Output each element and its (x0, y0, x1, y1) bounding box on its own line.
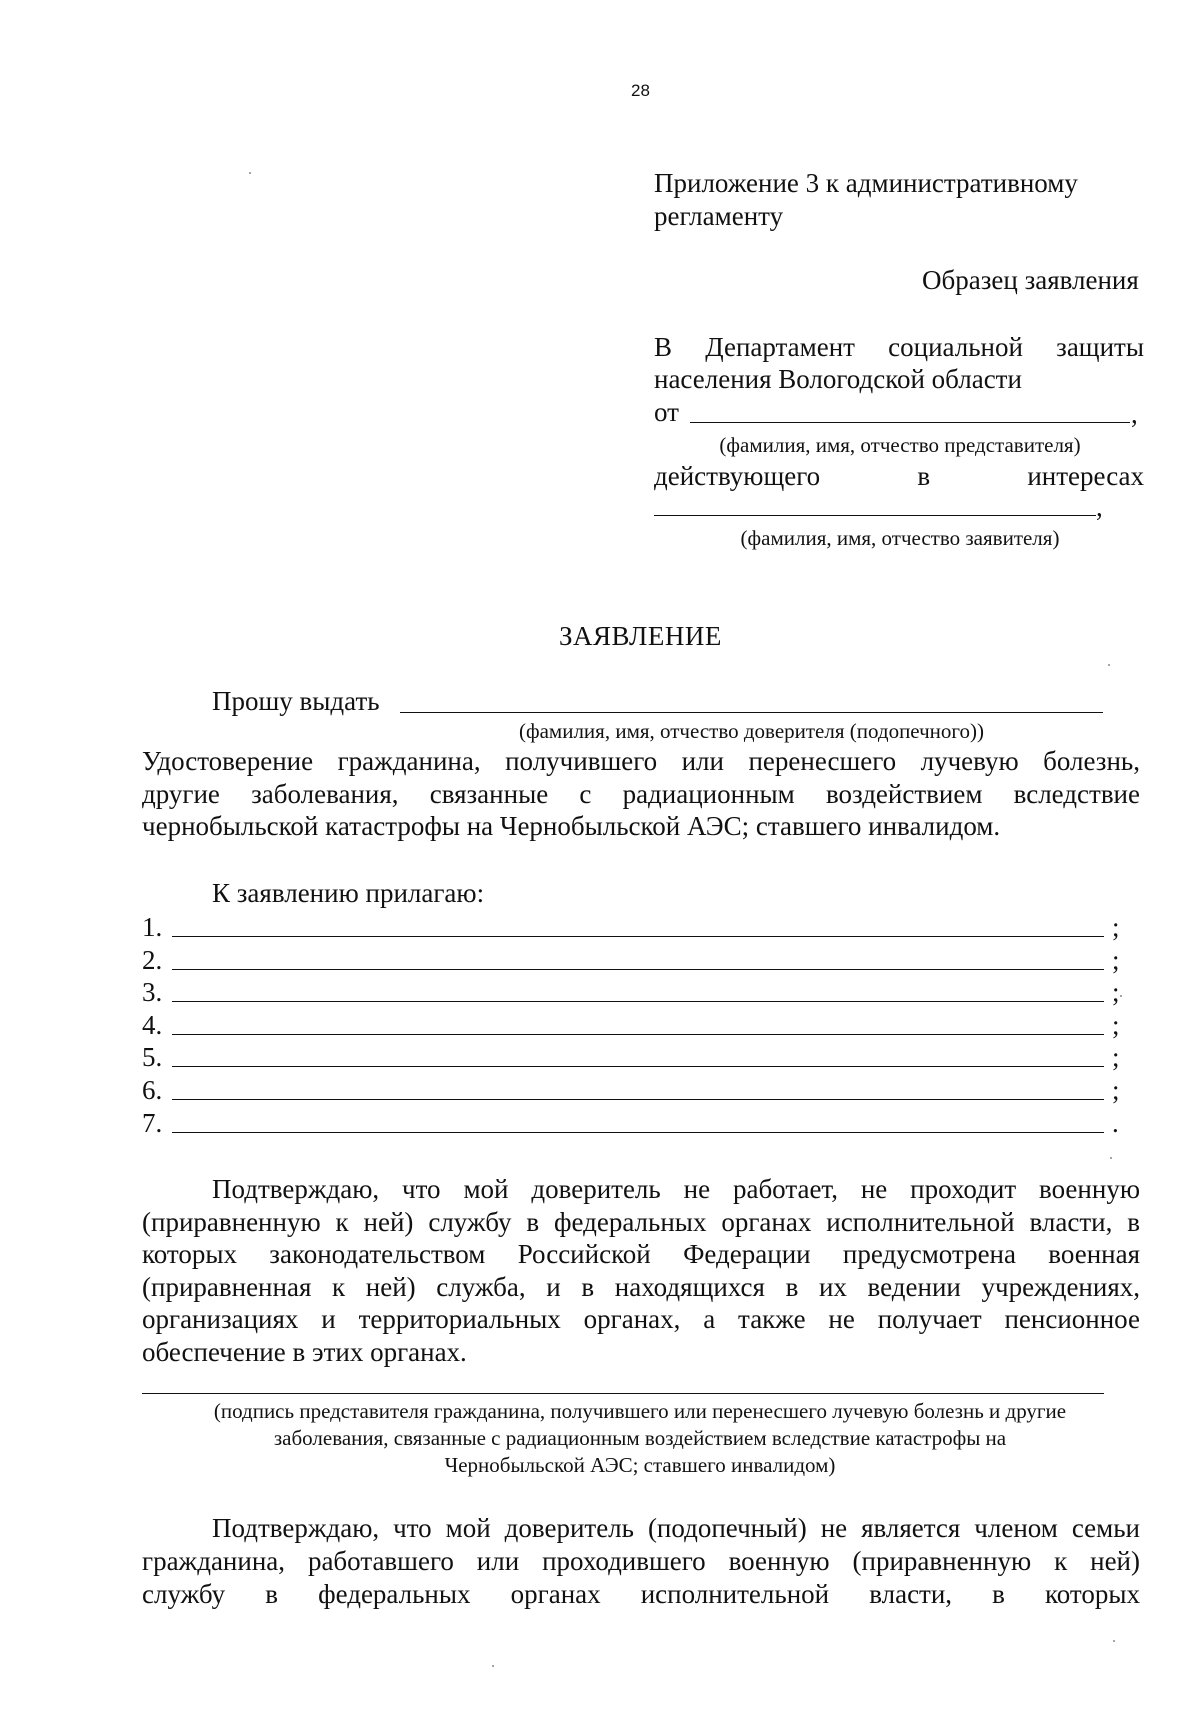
attachment-entry-line[interactable] (172, 1066, 1104, 1067)
addressee-line-1: В Департамент социальной защиты (654, 332, 1144, 362)
scan-speck (1113, 1640, 1115, 1642)
attachment-row (142, 1075, 1142, 1105)
attachment-end-mark: ; (1112, 1009, 1120, 1040)
signature-caption-line-2: заболевания, связанные с радиационным воздействием вследствие катастрофы на (273, 1426, 1007, 1450)
attachment-end-mark: ; (1112, 944, 1120, 975)
attachment-number: 1. (142, 912, 163, 942)
request-text-line-1: Удостоверение гражданина, получившего или перенесшего лучевую болезнь, (142, 746, 1140, 776)
attachment-number: 3. (142, 977, 163, 1008)
attachment-number: 7. (142, 1107, 163, 1138)
attachment-end-mark: ; (1112, 977, 1120, 1008)
appendix-line-2: регламенту (654, 201, 784, 231)
attachment-end-mark: . (1112, 1107, 1119, 1138)
attachment-entry-line[interactable] (172, 969, 1104, 970)
signature-caption-line-1: (подпись представителя гражданина, получившего или перенесшего лучевую болезнь и другие (213, 1399, 1067, 1423)
confirm2-line-3: службу в федеральных органах исполнительной власти, в которых (142, 1579, 1140, 1609)
attachment-row (142, 912, 1142, 942)
applicant-caption: (фамилия, имя, отчество заявителя) (740, 526, 1060, 550)
attachment-number: 4. (142, 1009, 163, 1040)
attachment-entry-line[interactable] (172, 1001, 1104, 1002)
attachment-entry-line[interactable] (172, 1099, 1104, 1100)
signature-caption-line-3: Чернобыльской АЭС; ставшего инвалидом) (444, 1453, 836, 1477)
scan-speck (1120, 995, 1122, 997)
attachment-row (142, 945, 1142, 975)
addressee-line-2: населения Вологодской области (654, 364, 1022, 394)
acting-comma: , (1096, 492, 1103, 522)
scan-speck (1110, 1157, 1112, 1159)
request-text-line-2: другие заболевания, связанные с радиационным воздействием вследствие (142, 779, 1140, 809)
confirm1-line-6: обеспечение в этих органах. (142, 1337, 467, 1367)
document-title: ЗАЯВЛЕНИЕ (559, 621, 722, 651)
attachment-end-mark: ; (1112, 1075, 1120, 1105)
representative-caption: (фамилия, имя, отчество представителя) (719, 433, 1081, 457)
attachments-label: К заявлению прилагаю: (212, 878, 485, 908)
attachment-number: 2. (142, 944, 163, 975)
attachment-row (142, 1042, 1142, 1072)
confirm1-line-1: Подтверждаю, что мой доверитель не работает, не проходит военную (212, 1174, 1140, 1204)
attachment-row (142, 1108, 1142, 1138)
attachment-end-mark: ; (1112, 1042, 1120, 1073)
trustor-caption: (фамилия, имя, отчество доверителя (подопечного)) (519, 719, 984, 743)
request-label: Прошу выдать (212, 686, 380, 716)
confirm1-line-4: (приравненная к ней) служба, и в находящихся в их ведении учреждениях, (142, 1272, 1140, 1302)
page-number: 28 (631, 81, 650, 100)
trustor-name-line[interactable] (400, 712, 1103, 713)
from-comma: , (1131, 399, 1138, 429)
from-label: от (654, 397, 679, 427)
confirm2-line-1: Подтверждаю, что мой доверитель (подопечный) не является членом семьи (212, 1513, 1140, 1543)
scan-speck (249, 172, 251, 174)
scan-speck (1108, 664, 1110, 666)
appendix-line-1: Приложение 3 к административному (654, 168, 1078, 198)
representative-name-line[interactable] (690, 422, 1130, 423)
attachment-row (142, 977, 1142, 1007)
confirm1-line-3: которых законодательством Российской Федерации предусмотрена военная (142, 1239, 1140, 1269)
scan-speck (492, 1665, 494, 1667)
confirm2-line-2: гражданина, работавшего или проходившего военную (приравненную к ней) (142, 1546, 1140, 1576)
attachment-entry-line[interactable] (172, 1034, 1104, 1035)
attachment-number: 5. (142, 1042, 163, 1073)
attachment-row (142, 1010, 1142, 1040)
confirm1-line-2: (приравненную к ней) службу в федеральных органах исполнительной власти, в (142, 1207, 1140, 1237)
attachment-entry-line[interactable] (172, 1132, 1104, 1133)
attachment-entry-line[interactable] (172, 936, 1104, 937)
attachment-number: 6. (142, 1075, 163, 1105)
request-text-line-3: чернобыльской катастрофы на Чернобыльской АЭС; ставшего инвалидом. (142, 811, 1001, 841)
acting-line: действующего в интересах (654, 461, 1144, 491)
confirm1-line-5: организациях и территориальных органах, а также не получает пенсионное (142, 1304, 1140, 1334)
sample-label: Образец заявления (922, 265, 1139, 295)
attachment-end-mark: ; (1112, 912, 1120, 942)
signature-line[interactable] (142, 1393, 1104, 1394)
applicant-name-line[interactable] (654, 515, 1096, 516)
